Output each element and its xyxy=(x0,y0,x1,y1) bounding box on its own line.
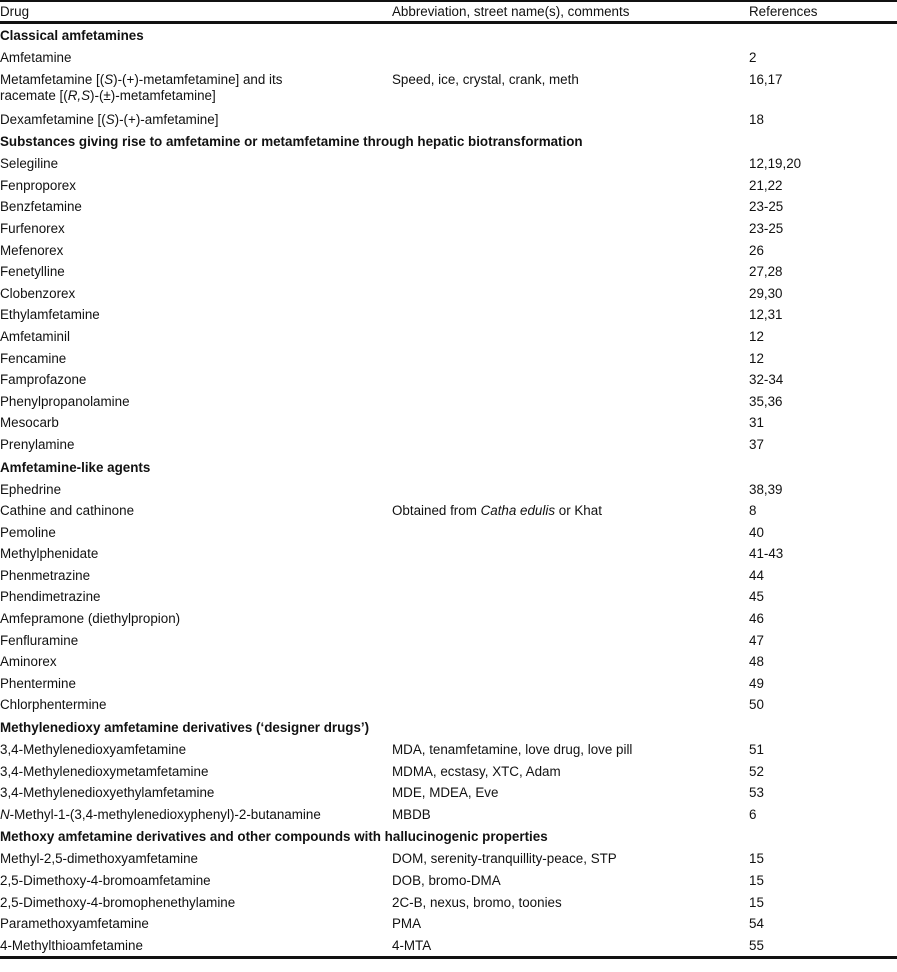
table-row xyxy=(0,739,897,761)
table-row xyxy=(0,175,897,197)
section-heading: Classical amfetamines xyxy=(0,28,144,43)
references-cell: 12,31 xyxy=(749,307,783,323)
abbreviation-cell: PMA xyxy=(392,916,422,932)
section-heading: Amfetamine-like agents xyxy=(0,459,151,475)
references-cell: 54 xyxy=(749,916,764,932)
drug-cell: Mesocarb xyxy=(0,415,59,431)
drug-cell: Aminorex xyxy=(0,654,57,670)
drug-cell: Benzfetamine xyxy=(0,199,82,215)
table-row xyxy=(0,565,897,587)
drug-cell: N-Methyl-1-(3,4-methylenedioxyphenyl)-2-butanamine xyxy=(0,806,321,822)
references-cell: 44 xyxy=(749,567,764,583)
abbreviation-cell: MDMA, ecstasy, XTC, Adam xyxy=(392,763,561,779)
abbreviation-cell: DOB, bromo-DMA xyxy=(392,873,501,888)
drug-cell: Paramethoxyamfetamine xyxy=(0,916,149,932)
table-row xyxy=(0,218,897,240)
abbreviation-cell: 4-MTA xyxy=(392,937,432,953)
drug-cell: Phendimetrazine xyxy=(0,589,101,605)
references-cell: 15 xyxy=(749,873,764,888)
references-cell: 15 xyxy=(749,894,764,910)
table-row xyxy=(0,153,897,175)
table-row xyxy=(0,673,897,695)
drug-cell: Fencamine xyxy=(0,350,67,366)
table-row xyxy=(0,543,897,565)
header-references: References xyxy=(749,3,818,19)
table-body xyxy=(0,24,897,956)
drug-cell: Amfetamine xyxy=(0,50,72,65)
drug-cell: Selegiline xyxy=(0,156,59,172)
section-heading: Substances giving rise to amfetamine or metamfetamine through hepatic biotransformation xyxy=(0,134,583,150)
references-cell: 45 xyxy=(749,589,764,605)
header-drug: Drug xyxy=(0,3,30,19)
table-row xyxy=(0,500,897,522)
drug-cell: Fenfluramine xyxy=(0,632,79,648)
drug-cell: 2,5-Dimethoxy-4-bromoamfetamine xyxy=(0,873,211,888)
references-cell: 26 xyxy=(749,242,764,258)
references-cell: 53 xyxy=(749,785,764,801)
references-cell: 6 xyxy=(749,806,757,822)
table-row xyxy=(0,870,897,892)
references-cell: 12 xyxy=(749,350,764,366)
table-row xyxy=(0,69,897,109)
drug-cell: Cathine and cathinone xyxy=(0,503,135,519)
references-cell: 27,28 xyxy=(749,264,783,280)
drug-cell: 3,4-Methylenedioxyethylamfetamine xyxy=(0,785,215,801)
drug-cell: 4-Methylthioamfetamine xyxy=(0,937,143,953)
table-row xyxy=(0,522,897,544)
references-cell: 31 xyxy=(749,415,764,431)
table-header xyxy=(0,2,897,24)
table-row xyxy=(0,261,897,283)
drug-cell: Fenproporex xyxy=(0,177,76,193)
table-row xyxy=(0,630,897,652)
references-cell: 47 xyxy=(749,632,764,648)
table-row xyxy=(0,391,897,413)
references-cell: 52 xyxy=(749,763,764,779)
drug-cell: Prenylamine xyxy=(0,436,75,452)
drug-cell: 2,5-Dimethoxy-4-bromophenethylamine xyxy=(0,894,236,910)
drug-cell: Dexamfetamine [(S)-(+)-amfetamine] xyxy=(0,111,219,127)
header-abbreviation: Abbreviation, street name(s), comments xyxy=(392,3,630,19)
references-cell: 41-43 xyxy=(749,546,784,562)
table-row xyxy=(0,782,897,804)
references-cell: 40 xyxy=(749,524,764,540)
table-row xyxy=(0,326,897,348)
table-row xyxy=(0,434,897,456)
table-row xyxy=(0,348,897,370)
references-cell: 12,19,20 xyxy=(749,156,802,172)
table-row xyxy=(0,804,897,826)
references-cell: 37 xyxy=(749,436,764,452)
drug-cell: Methylphenidate xyxy=(0,546,99,562)
drug-cell: 3,4-Methylenedioxyamfetamine xyxy=(0,742,187,758)
drug-cell: Amfetaminil xyxy=(0,328,70,344)
abbreviation-cell: DOM, serenity-tranquillity-peace, STP xyxy=(392,851,617,867)
drug-cell: Phentermine xyxy=(0,675,76,691)
table-row xyxy=(0,196,897,218)
references-cell: 48 xyxy=(749,654,764,670)
references-cell: 51 xyxy=(749,742,764,758)
drug-cell: Phenmetrazine xyxy=(0,567,91,583)
table-row xyxy=(0,935,897,957)
references-cell: 55 xyxy=(749,937,764,953)
abbreviation-cell: Speed, ice, crystal, crank, meth xyxy=(392,71,579,87)
references-cell: 32-34 xyxy=(749,372,784,388)
drug-cell: Pemoline xyxy=(0,524,56,540)
drug-cell: Mefenorex xyxy=(0,242,64,258)
drug-cell: Phenylpropanolamine xyxy=(0,393,130,409)
table-row xyxy=(0,412,897,434)
references-cell: 46 xyxy=(749,611,764,627)
drug-cell: 3,4-Methylenedioxymetamfetamine xyxy=(0,763,209,779)
references-cell: 23-25 xyxy=(749,220,784,236)
references-cell: 2 xyxy=(749,50,757,65)
abbreviation-cell: MDE, MDEA, Eve xyxy=(392,785,499,801)
drug-cell: Famprofazone xyxy=(0,372,87,388)
references-cell: 50 xyxy=(749,697,764,713)
abbreviation-cell: Obtained from Catha edulis or Khat xyxy=(392,503,602,519)
references-cell: 12 xyxy=(749,328,764,344)
drug-cell: Methyl-2,5-dimethoxyamfetamine xyxy=(0,851,198,867)
section-heading: Methylenedioxy amfetamine derivatives (‘designer drugs’) xyxy=(0,720,370,736)
table-row xyxy=(0,586,897,608)
table-row xyxy=(0,651,897,673)
table-row xyxy=(0,761,897,783)
table-row xyxy=(0,479,897,501)
references-cell: 35,36 xyxy=(749,393,783,409)
table-row xyxy=(0,283,897,305)
abbreviation-cell: 2C-B, nexus, bromo, toonies xyxy=(392,894,562,910)
table-row xyxy=(0,304,897,326)
abbreviation-cell: MBDB xyxy=(392,806,431,822)
drug-cell: Amfepramone (diethylpropion) xyxy=(0,611,181,627)
table-row xyxy=(0,608,897,630)
drug-cell: Ethylamfetamine xyxy=(0,307,100,323)
references-cell: 21,22 xyxy=(749,177,783,193)
table-row xyxy=(0,47,897,69)
drug-cell: Clobenzorex xyxy=(0,285,76,301)
table-row xyxy=(0,913,897,935)
table-row xyxy=(0,240,897,262)
drug-cell: Fenetylline xyxy=(0,264,65,280)
references-cell: 49 xyxy=(749,675,764,691)
table-row xyxy=(0,369,897,391)
section-heading: Methoxy amfetamine derivatives and other compounds with hallucinogenic properties xyxy=(0,829,548,845)
references-cell: 8 xyxy=(749,503,757,519)
drug-cell: Ephedrine xyxy=(0,481,62,497)
references-cell: 29,30 xyxy=(749,285,783,301)
references-cell: 18 xyxy=(749,111,764,127)
references-cell: 23-25 xyxy=(749,199,784,215)
drug-cell: Metamfetamine [(S)-(+)-metamfetamine] and its racemate [(R,S)-(±)-metamfetamine] xyxy=(0,71,283,103)
table-row xyxy=(0,892,897,914)
table-row xyxy=(0,694,897,716)
references-cell: 15 xyxy=(749,851,764,867)
drug-cell: Chlorphentermine xyxy=(0,697,107,713)
references-cell: 38,39 xyxy=(749,481,783,497)
references-cell: 16,17 xyxy=(749,71,783,87)
abbreviation-cell: MDA, tenamfetamine, love drug, love pill xyxy=(392,742,633,758)
drug-cell: Furfenorex xyxy=(0,220,65,236)
table-row xyxy=(0,109,897,131)
table-row xyxy=(0,848,897,870)
